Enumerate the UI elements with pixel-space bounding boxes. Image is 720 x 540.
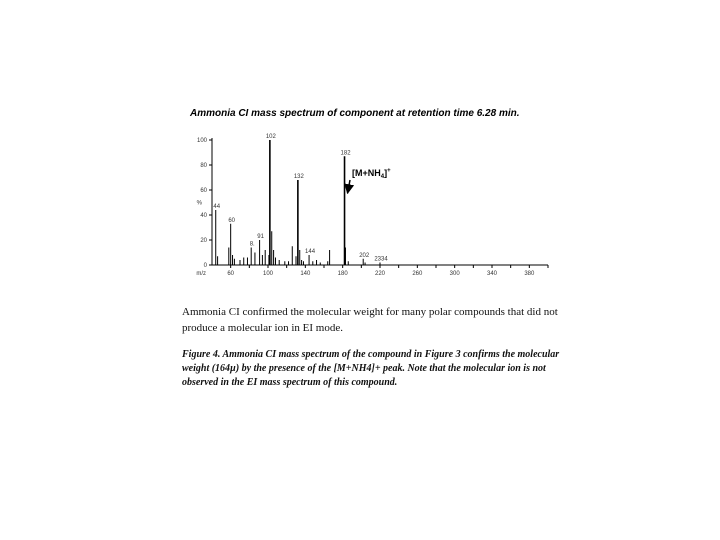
- annotation-label: $[M+NH_4]^+$: [352, 168, 391, 180]
- x-axis-label: m/z: [196, 271, 206, 277]
- y-tick-label: 60: [200, 188, 207, 194]
- spectrum-title: Ammonia CI mass spectrum of component at retention time 6.28 min.: [190, 108, 520, 119]
- x-tick-label: 220: [374, 271, 386, 277]
- figure-caption: Figure 4. Ammonia CI mass spectrum of the compound in Figure 3 confirms the molecular weight (164µ) by the presence of the [M+NH4]+ peak. Note that the molecular ion is not observed in the EI mass spectrum of this compound.: [182, 349, 560, 388]
- y-tick-label: 0: [203, 263, 207, 269]
- x-tick-label: 380: [524, 271, 535, 277]
- x-tick-label: 340: [486, 271, 498, 277]
- y-tick-label: 100: [196, 138, 207, 144]
- y-tick-label: 20: [200, 238, 207, 244]
- x-tick-label: 300: [449, 271, 460, 277]
- y-tick-label: 40: [200, 213, 207, 219]
- peak-label: 202: [359, 252, 370, 259]
- y-tick-label: 80: [200, 163, 207, 169]
- x-tick-label: 60: [227, 271, 235, 277]
- peak-label: 132: [293, 174, 304, 180]
- body-text: Ammonia CI confirmed the molecular weight for many polar compounds that did not produce a molecular ion in EI mode.: [182, 306, 558, 334]
- x-tick-label: 260: [412, 271, 423, 277]
- peak-label: 8.: [249, 241, 255, 248]
- x-tick-label: 100: [262, 271, 274, 277]
- peak-label: 91: [257, 234, 264, 240]
- peak-label: 144: [305, 249, 316, 255]
- annotation-arrow: [348, 180, 350, 193]
- peak-label: 60: [228, 217, 236, 224]
- x-tick-label: 140: [300, 271, 311, 277]
- peak-label: 102: [265, 134, 276, 140]
- y-axis-label: %: [196, 200, 202, 207]
- peak-label: 44: [213, 204, 221, 210]
- peak-label: 182: [340, 150, 351, 157]
- x-tick-label: 180: [337, 271, 348, 277]
- peak-label: 2334: [374, 256, 388, 263]
